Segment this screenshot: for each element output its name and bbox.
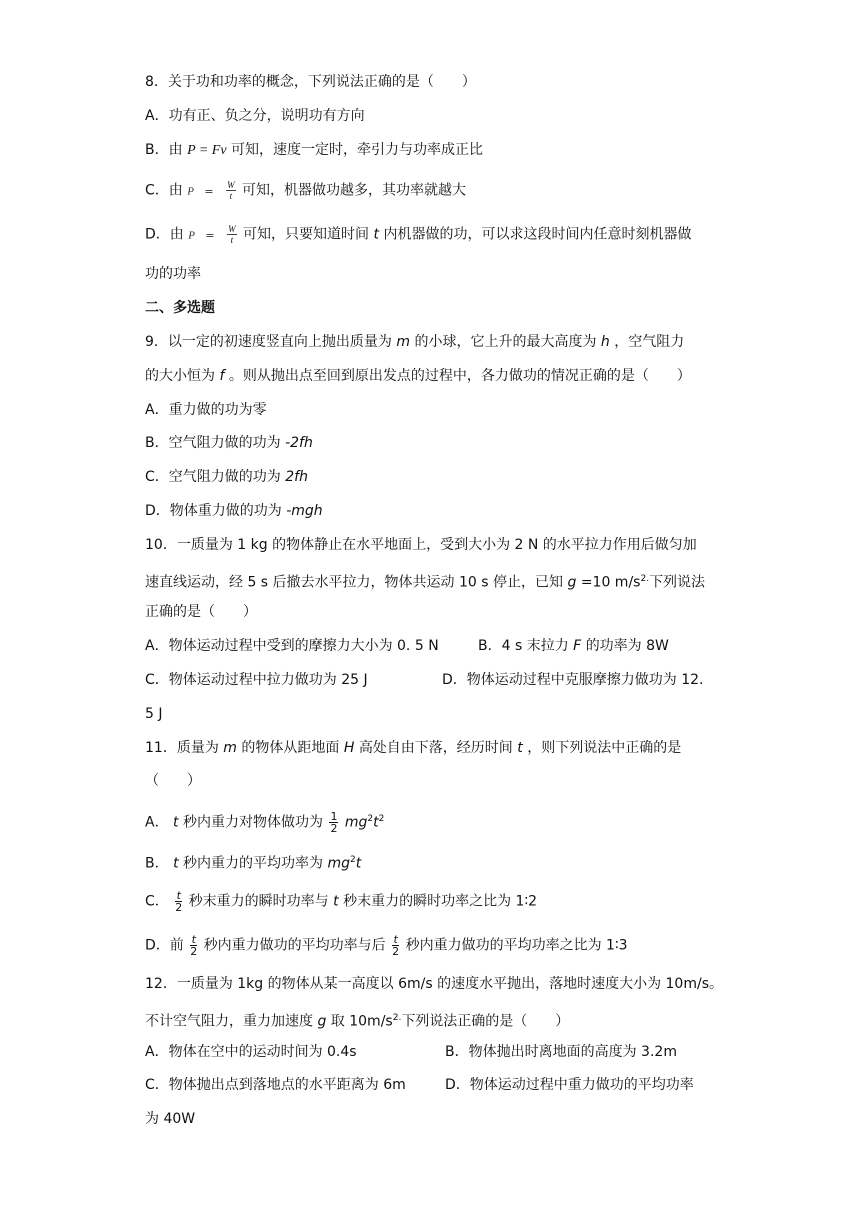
q8-c-formula-eq: = xyxy=(204,184,214,198)
q8-c-frac-den: t xyxy=(229,191,233,201)
q11-option-b xyxy=(145,850,361,870)
q9-line1-a: 9．以一定的初速度竖直向上抛出质量为 xyxy=(145,334,392,350)
q8-stem: 8．关于功和功率的概念，下列说法正确的是（ ） xyxy=(145,74,476,90)
q8-d-frac-num: W xyxy=(228,224,236,234)
q12-option-b: B．物体抛出时离地面的高度为 3.2m xyxy=(445,1044,677,1060)
q8-d-prefix: D．由 xyxy=(145,226,184,243)
q11-m: m xyxy=(223,740,237,756)
q11-d-frac1 xyxy=(190,934,197,957)
q11-a-val: mg xyxy=(344,814,368,831)
q11-line1-a: 11．质量为 xyxy=(145,740,219,756)
q9-h: h xyxy=(600,334,610,350)
q11-option-d xyxy=(145,933,628,958)
q10-line3: 正确的是（ ） xyxy=(145,604,257,620)
q10-option-d-line2: 5 J xyxy=(145,706,163,722)
q11-b-mid: 秒内重力的平均功率为 xyxy=(183,855,324,872)
q10-b-f: F xyxy=(573,638,582,654)
q11-b-val: mg xyxy=(327,855,350,872)
q8-option-c xyxy=(145,180,466,200)
q11-line2: （ ） xyxy=(145,773,201,789)
q11-b-sup: 2 xyxy=(350,855,356,865)
q8-c-formula-p: P xyxy=(187,185,194,198)
q11-d-frac2 xyxy=(392,934,399,957)
q11-line1 xyxy=(145,738,681,758)
q11-a-prefix: A． xyxy=(145,814,169,831)
q11-a-mid: 秒内重力对物体做功为 xyxy=(182,814,323,831)
q11-a-t: t xyxy=(173,814,179,831)
q10-b-suffix: 的功率为 8W xyxy=(585,638,669,654)
q11-a-frac xyxy=(329,811,338,834)
q8-d-formula-eq: = xyxy=(205,228,215,242)
q10-option-c: C．物体运动过程中拉力做功为 25 J xyxy=(145,672,368,688)
q9-m: m xyxy=(396,334,410,350)
q10-b-prefix: B．4 s 末拉力 xyxy=(478,638,569,654)
q8-option-d-line2: 功的功率 xyxy=(145,266,201,282)
q11-a-frac-den: 2 xyxy=(330,822,338,836)
q10-line2-sup: 2. xyxy=(640,574,650,584)
q11-b-prefix: B． xyxy=(145,855,169,872)
q8-c-prefix: C．由 xyxy=(145,182,183,199)
q11-option-a xyxy=(145,809,385,836)
q11-a-frac-num: 1 xyxy=(330,810,338,824)
q8-d-formula-p: P xyxy=(188,229,195,242)
q11-d-prefix: D．前 xyxy=(145,937,184,954)
q9-b-val: -2fh xyxy=(285,435,313,451)
q8-d-t: t xyxy=(373,226,379,243)
q11-H: H xyxy=(343,740,355,756)
q10-g: g xyxy=(567,574,577,591)
q8-option-d xyxy=(145,224,691,244)
q11-line1-c: 高处自由下落，经历时间 xyxy=(358,740,513,756)
q11-d-mid: 秒内重力做功的平均功率与后 xyxy=(203,937,386,954)
q8-c-suffix: 可知，机器做功越多，其功率就越大 xyxy=(242,182,467,199)
q11-d-frac2-num: t xyxy=(393,933,398,946)
q9-option-c xyxy=(145,467,308,487)
q9-line1-b: 的小球，它上升的最大高度为 xyxy=(414,334,597,350)
q12-option-d-line2: 为 40W xyxy=(145,1111,196,1127)
q10-option-b xyxy=(478,636,669,656)
q11-a-t2: t xyxy=(373,814,379,831)
q8-d-suffix-2: 内机器做的功，可以求这段时间内任意时刻机器做 xyxy=(383,226,692,243)
q10-line2-b: =10 m/s xyxy=(580,574,641,591)
q9-line1-c: ，空气阻力 xyxy=(614,334,685,350)
q10-option-a: A．物体运动过程中受到的摩擦力大小为 0. 5 N xyxy=(145,638,439,654)
q11-a-sup2: 2 xyxy=(378,814,385,824)
q9-f: f xyxy=(219,368,225,384)
q10-line2-c: 下列说法 xyxy=(649,574,706,591)
q9-c-val: 2fh xyxy=(285,469,308,485)
q9-line2 xyxy=(145,366,691,386)
q11-c-frac xyxy=(175,890,182,913)
q9-option-d xyxy=(145,501,323,521)
q9-b-prefix: B．空气阻力做的功为 xyxy=(145,435,281,451)
q8-b-suffix: 可知，速度一定时，牵引力与功率成正比 xyxy=(231,142,484,158)
q10-line2 xyxy=(145,569,705,589)
q11-c-t: t xyxy=(333,893,339,910)
q11-a-sup1: 2 xyxy=(367,814,374,824)
q11-c-frac-num: t xyxy=(176,889,181,902)
q11-b-t2: t xyxy=(355,855,362,872)
q12-line2-a: 不计空气阻力，重力加速度 xyxy=(145,1013,313,1030)
q8-c-frac-num: W xyxy=(227,180,235,190)
q8-option-a: A．功有正、负之分，说明功有方向 xyxy=(145,108,365,124)
q8-d-suffix-1: 可知，只要知道时间 xyxy=(243,226,370,243)
q12-line2-sup: 2. xyxy=(392,1013,402,1023)
q12-option-c: C．物体抛出点到落地点的水平距离为 6m xyxy=(145,1077,406,1093)
q9-line2-a: 的大小恒为 xyxy=(145,368,215,384)
q11-b-t: t xyxy=(173,855,179,872)
q10-option-d: D．物体运动过程中克服摩擦力做功为 12. xyxy=(442,672,704,688)
q9-line2-b: 。则从抛出点至回到原出发点的过程中，各力做功的情况正确的是（ ） xyxy=(228,368,691,384)
q9-option-b xyxy=(145,433,313,453)
q11-option-c xyxy=(145,889,538,914)
q8-b-formula: P = Fv xyxy=(187,143,227,158)
q11-c-prefix: C． xyxy=(145,893,169,910)
q12-option-a: A．物体在空中的运动时间为 0.4s xyxy=(145,1044,357,1060)
section-title: 二、多选题 xyxy=(145,300,215,316)
q9-line1 xyxy=(145,332,684,352)
q8-c-formula-frac xyxy=(226,180,236,201)
q12-line2 xyxy=(145,1008,569,1028)
q12-line2-c: 下列说法正确的是（ ） xyxy=(401,1013,570,1030)
q11-line1-d: ，则下列说法中正确的是 xyxy=(527,740,682,756)
q9-c-prefix: C．空气阻力做的功为 xyxy=(145,469,281,485)
q9-d-val: -mgh xyxy=(286,503,323,519)
q8-option-b xyxy=(145,140,483,160)
q12-line2-b: 取 10m/s xyxy=(330,1013,393,1030)
q11-d-frac1-num: t xyxy=(191,933,196,946)
q12-option-d: D．物体运动过程中重力做功的平均功率 xyxy=(445,1077,694,1093)
q10-line2-a: 速直线运动，经 5 s 后撤去水平拉力，物体共运动 10 s 停止，已知 xyxy=(145,574,564,591)
q11-c-mid: 秒末重力的瞬时功率与 xyxy=(188,893,329,910)
q11-d-frac2-den: 2 xyxy=(392,945,400,958)
q10-line1: 10．一质量为 1 kg 的物体静止在水平地面上，受到大小为 2 N 的水平拉力作用后做匀加 xyxy=(145,537,697,553)
q8-d-formula-frac xyxy=(227,224,237,245)
q12-line1: 12．一质量为 1kg 的物体从某一高度以 6m/s 的速度水平抛出，落地时速度大小为 10m/s。 xyxy=(145,976,723,992)
q11-c-frac-den: 2 xyxy=(175,901,183,914)
q11-d-frac1-den: 2 xyxy=(190,945,198,958)
q9-option-a: A．重力做的功为零 xyxy=(145,402,267,418)
q11-d-mid2: 秒内重力做功的平均功率之比为 1∶3 xyxy=(405,937,628,954)
q12-g: g xyxy=(317,1013,327,1030)
q11-c-mid2: 秒末重力的瞬时功率之比为 1∶2 xyxy=(343,893,538,910)
q9-d-prefix: D．物体重力做的功为 xyxy=(145,503,282,519)
q11-line1-b: 的物体从距地面 xyxy=(241,740,340,756)
q11-t: t xyxy=(517,740,523,756)
q8-b-prefix: B．由 xyxy=(145,142,183,158)
q8-d-frac-den: t xyxy=(230,235,234,245)
